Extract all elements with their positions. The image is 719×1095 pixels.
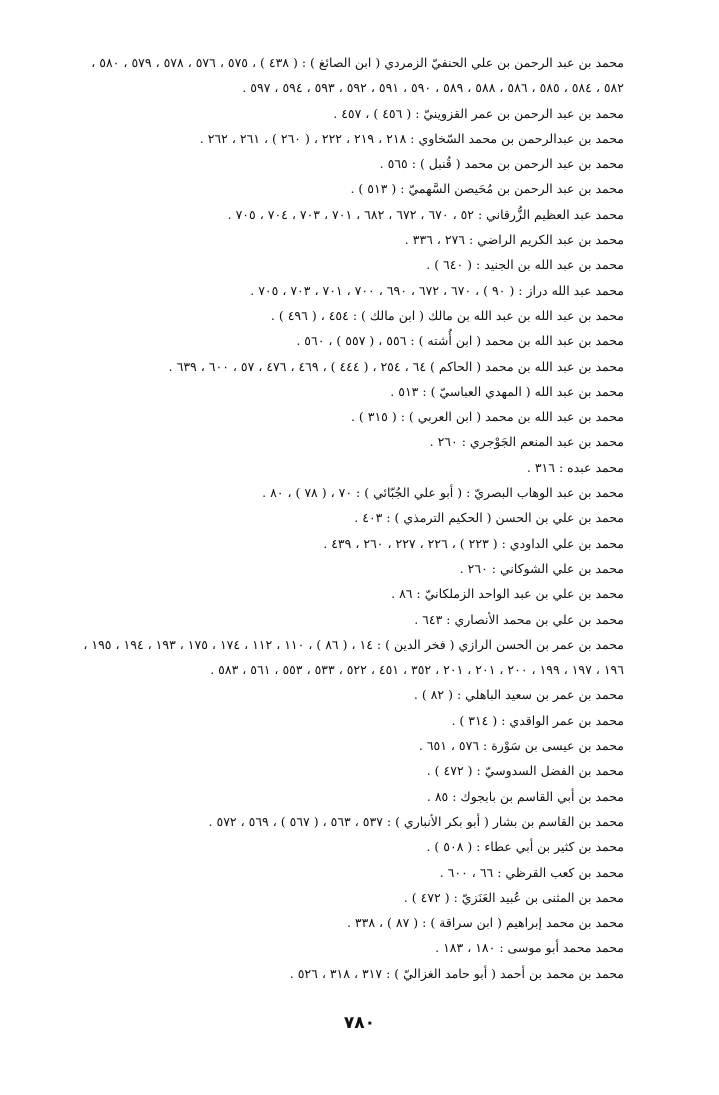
index-entry-line: محمد بن عبد الله بن محمد ( ابن أُشته ) : ٥٥٦ ، ( ٥٥٧ ) ، ٥٦٠ . (296, 333, 624, 349)
index-entry-line: محمد عبده : ٣١٦ . (526, 459, 624, 475)
index-entry-line: محمد بن علي بن الحسن ( الحكيم الترمذي ) : ٤٠٣ . (354, 510, 624, 526)
index-entry-line: محمد بن عبد الله بن الجنيد : ( ٦٤٠ ) . (426, 257, 624, 273)
name-index-list (64, 50, 624, 986)
index-entry-line: محمد محمد أبو موسى : ١٨٠ ، ١٨٣ . (435, 940, 624, 956)
index-entry-line: ١٩٦ ، ١٩٧ ، ١٩٩ ، ٢٠٠ ، ٢٠١ ، ٢٠١ ، ٣٥٢ ، ٤٥١ ، ٥٢٢ ، ٥٣٣ ، ٥٥٣ ، ٥٦١ ، ٥٨٣ . (210, 662, 624, 678)
index-entry-line: محمد بن عبد الله بن محمد ( الحاكم ) ٦٤ ، ٢٥٤ ، ( ٤٤٤ ) ، ٤٦٩ ، ٤٧٦ ، ٥٧ ، ٦٠٠ ، ٦٣٩ . (168, 358, 624, 374)
index-entry-line: محمد بن عبد الرحمن بن علي الحنفيّ الزمردي ( ابن الصائغ ) : ( ٤٣٨ ) ، ٥٧٥ ، ٥٧٦ ، ٥٧٨ ، ٥٧٩ ، ٥٨٠ ، (91, 55, 624, 70)
index-entry-line: محمد بن علي بن محمد الأنصاري : ٦٤٣ . (414, 611, 624, 627)
index-entry-line: محمد بن عمر الواقدي : ( ٣١٤ ) . (451, 712, 624, 728)
index-entry-line: محمد بن محمد إبراهيم ( ابن سراقة ) : ( ٨٧ ) ، ٣٣٨ . (346, 915, 624, 931)
index-entry-line: محمد بن عبد المنعم الجَوْجري : ٢٦٠ . (429, 434, 624, 450)
index-entry-line: محمد بن أبي القاسم بن بابجوك : ٨٥ . (426, 788, 624, 804)
index-entry-line: محمد بن علي الداودي : ( ٢٢٣ ) ، ٢٢٦ ، ٢٢٧ ، ٢٦٠ ، ٤٣٩ . (323, 535, 624, 551)
index-entry-line: محمد بن المثنى بن عُبيد العَنَزيّ : ( ٤٧٢ ) . (403, 889, 624, 905)
index-entry-line: محمد عبد العظيم الزُّرقاني : ٥٢ ، ٦٧٠ ، ٦٧٢ ، ٦٨٢ ، ٧٠١ ، ٧٠٣ ، ٧٠٤ ، ٧٠٥ . (227, 206, 624, 222)
index-entry-line: محمد بن عبد الله ( المهدي العباسيّ ) : ٥١٣ . (390, 383, 624, 399)
index-entry-line: محمد بن عيسى بن سَوْرة : ٥٧٦ ، ٦٥١ . (418, 738, 624, 754)
index-entry-line: محمد بن عبد الوهاب البصريّ : ( أبو علي الجُبّائي ) : ٧٠ ، ( ٧٨ ) ، ٨٠ . (262, 485, 624, 501)
index-entry-line: محمد بن الفضل السدوسيّ : ( ٤٧٢ ) . (426, 763, 624, 779)
index-entry-line: محمد بن عبد الرحمن بن محمد ( قُنبل ) : ٥٦٥ . (379, 156, 624, 172)
index-entry-line: محمد بن كعب القرظي : ٦٦ ، ٦٠٠ . (439, 864, 624, 880)
index-entry-line: محمد بن عبد الله بن عبد الله بن مالك ( ابن مالك ) : ٤٥٤ ، ( ٤٩٦ ) . (270, 307, 624, 323)
index-entry-line: محمد بن عبد الله بن محمد ( ابن العربي ) : ( ٣١٥ ) . (350, 409, 624, 425)
index-entry-line: محمد بن علي بن عبد الواحد الزملكانيّ : ٨٦ . (391, 586, 624, 602)
index-entry-line: محمد بن عبد الكريم الراضي : ٢٧٦ ، ٣٣٦ . (404, 232, 624, 248)
index-entry-line: محمد بن عمر بن الحسن الرازي ( فخر الدين ) : ١٤ ، ( ٨٦ ) ، ١١٠ ، ١١٢ ، ١٧٤ ، ١٧٥ ، ١٩٣ ، ١٩٤ ، ١٩٥ ، (83, 636, 624, 652)
index-entry-line: محمد بن كثير بن أبي عطاء : ( ٥٠٨ ) . (426, 839, 624, 855)
index-entry-line: محمد بن علي الشوكاني : ٢٦٠ . (459, 560, 624, 576)
index-entry-line: محمد بن محمد بن أحمد ( أبو حامد الغزاليّ ) : ٣١٧ ، ٣١٨ ، ٥٢٦ . (289, 965, 624, 981)
index-entry-line: محمد عبد الله دراز : ( ٩٠ ) ، ٦٧٠ ، ٦٧٢ ، ٦٩٠ ، ٧٠٠ ، ٧٠١ ، ٧٠٣ ، ٧٠٥ . (250, 282, 624, 298)
page-number: ٧٨٠ (343, 1013, 376, 1033)
index-entry-line: محمد بن عمر بن سعيد الباهلي : ( ٨٢ ) . (413, 687, 624, 703)
index-entry-line: محمد بن عبد الرحمن بن عمر القزوينيّ : ( ٤٥٦ ) ، ٤٥٧ . (333, 105, 624, 121)
index-entry-line: ٥٨٢ ، ٥٨٤ ، ٥٨٥ ، ٥٨٦ ، ٥٨٨ ، ٥٨٩ ، ٥٩٠ ، ٥٩١ ، ٥٩٢ ، ٥٩٣ ، ٥٩٤ ، ٥٩٧ . (242, 80, 624, 96)
index-entry-line: محمد بن عبدالرحمن بن محمد السّخاوي : ٢١٨ ، ٢١٩ ، ٢٢٢ ، ( ٢٦٠ ) ، ٢٦١ ، ٢٦٢ . (199, 130, 624, 146)
index-entry-line: محمد بن عبد الرحمن بن مُحَيصن السَّهميّ : ( ٥١٣ ) . (350, 181, 624, 197)
index-entry-line: محمد بن القاسم بن بشار ( أبو بكر الأنباري ) : ٥٣٧ ، ٥٦٣ ، ( ٥٦٧ ) ، ٥٦٩ ، ٥٧٢ . (208, 813, 624, 829)
